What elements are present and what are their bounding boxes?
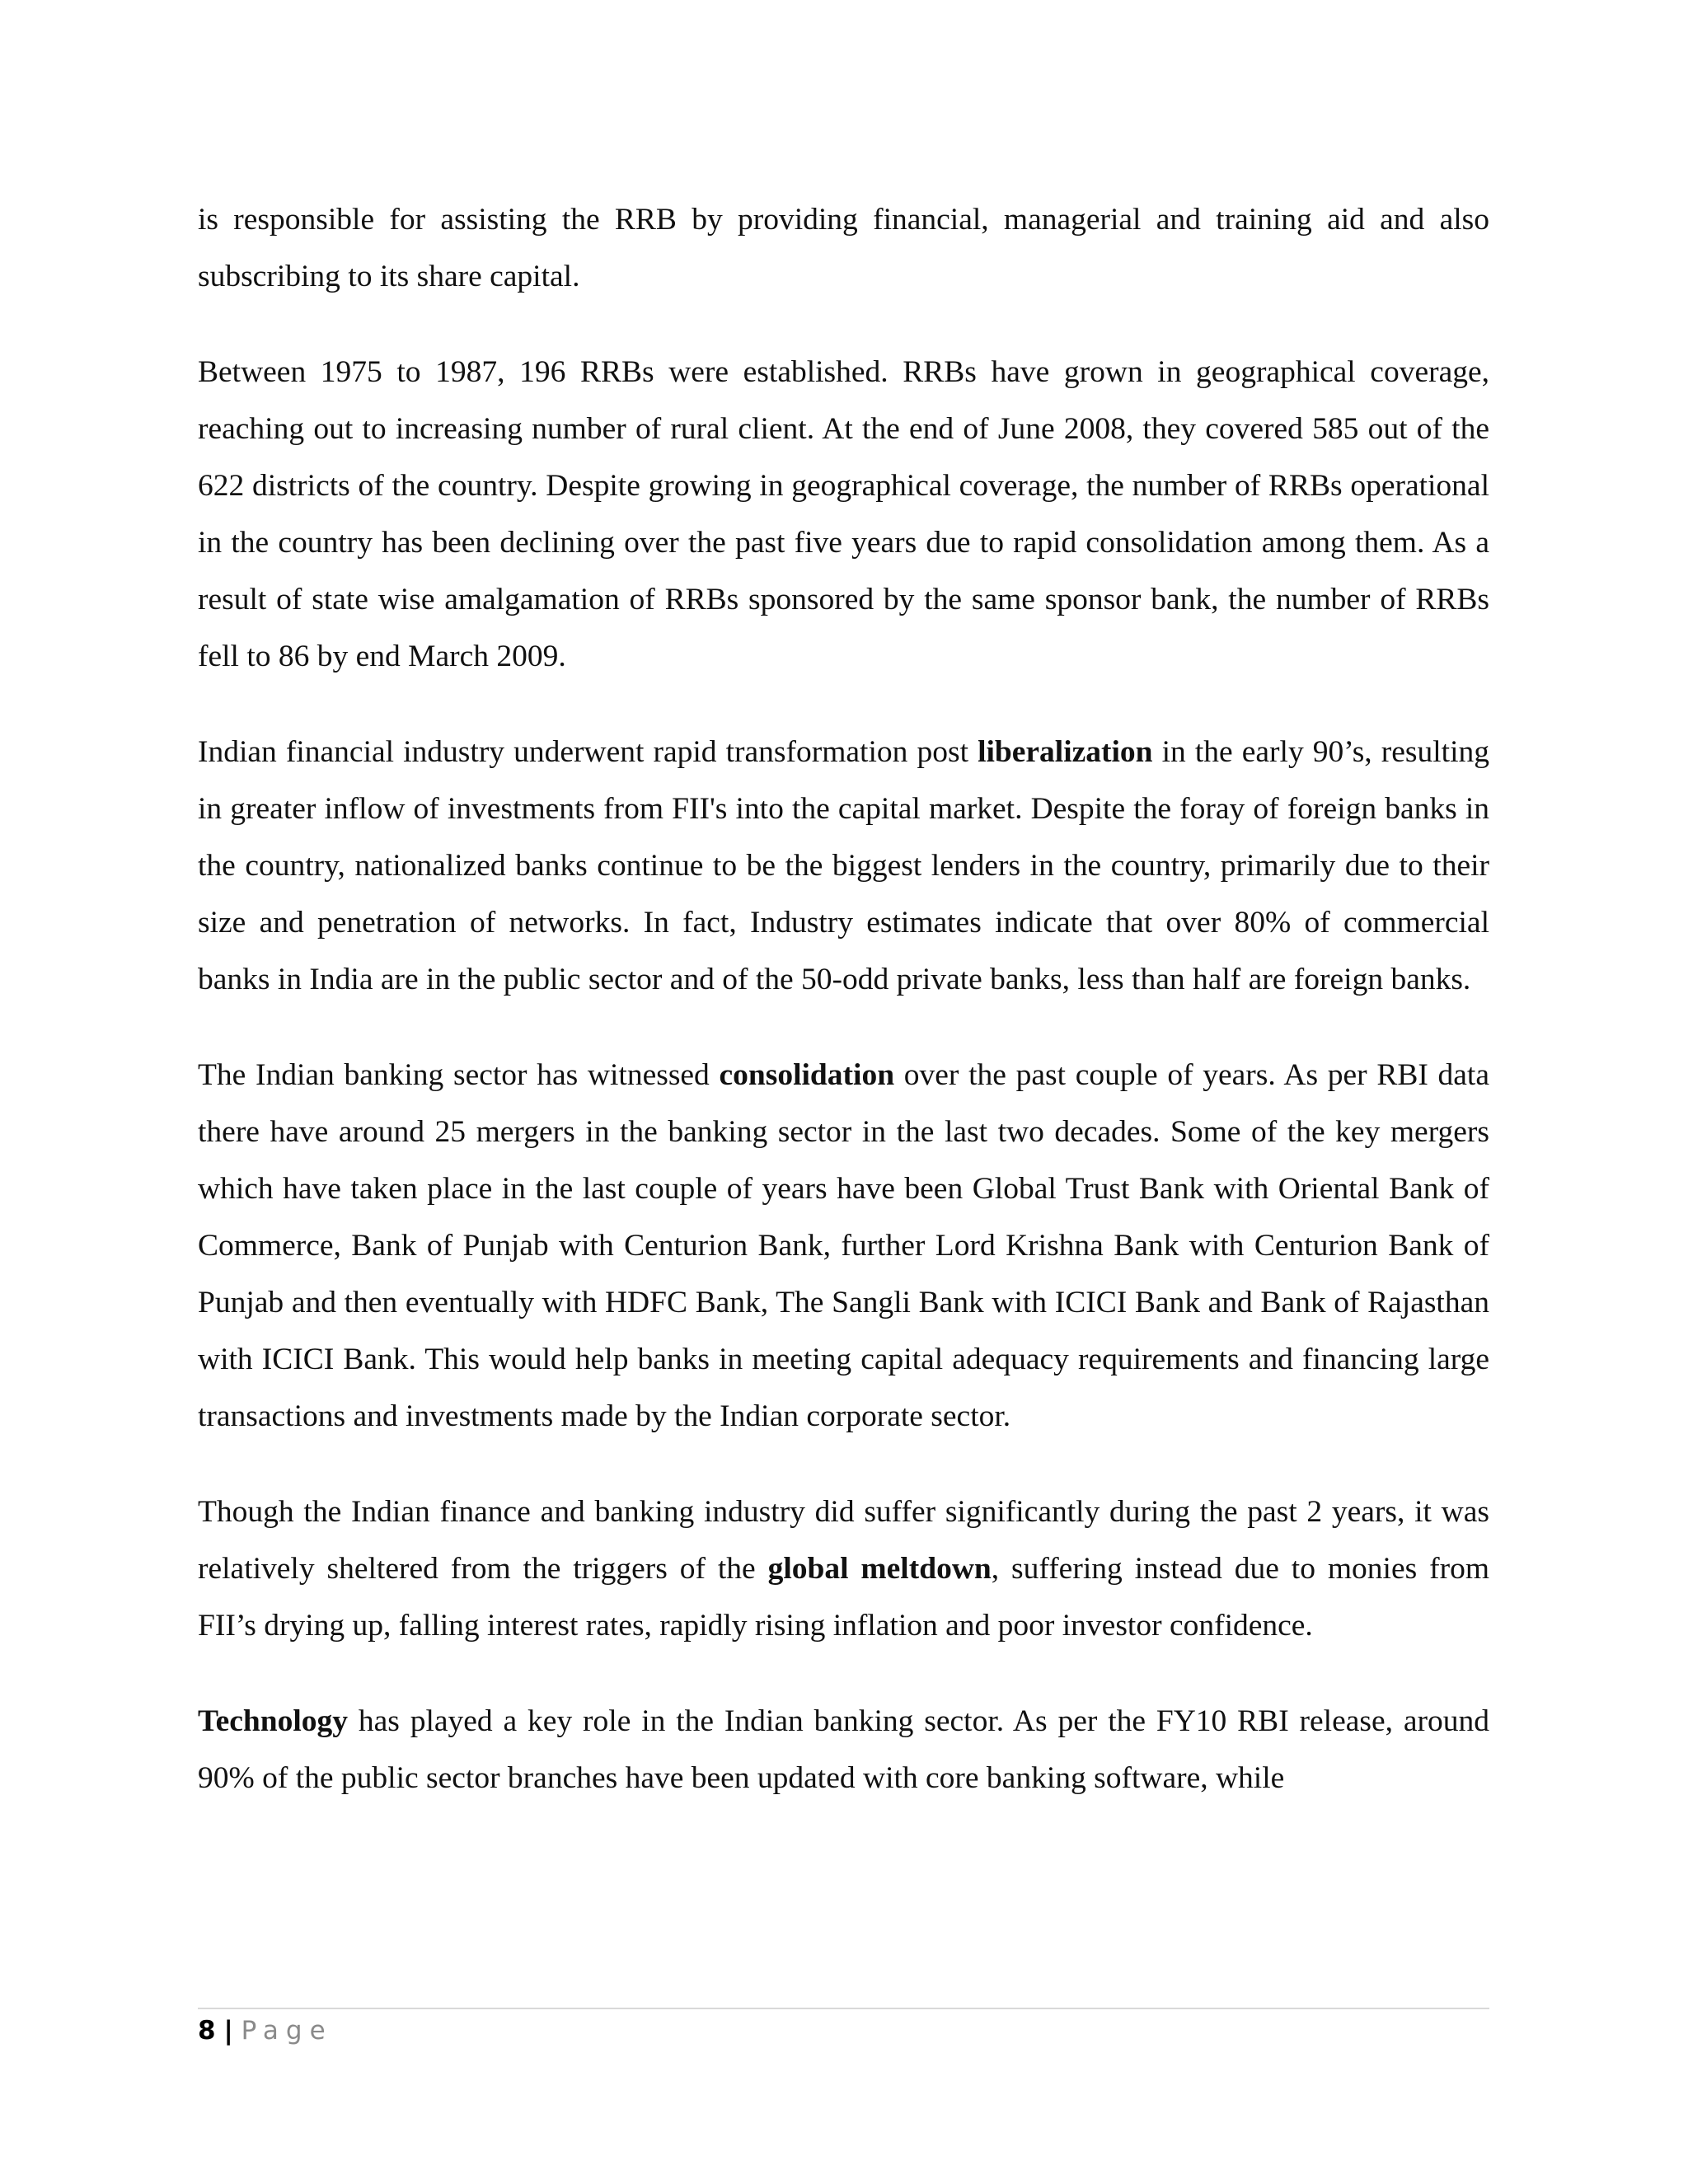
paragraph-consolidation	[198, 1047, 1489, 1445]
paragraph-text: Though the Indian finance and banking industry did suffer significantly during the past 2 years, it was relatively sheltered from the triggers of the	[198, 1495, 1489, 1586]
paragraph-text: has played a key role in the Indian banking sector. As per the FY10 RBI release, around 90% of the public sector branches have been updated with core banking software, while	[198, 1704, 1489, 1795]
footer-separator: |	[223, 2016, 233, 2046]
bold-term-technology: Technology	[198, 1704, 348, 1738]
bold-term-global-meltdown: global meltdown	[767, 1552, 992, 1586]
bold-term-liberalization: liberalization	[978, 735, 1153, 769]
paragraph-rrb-growth	[198, 344, 1489, 685]
page-label: Page	[241, 2016, 333, 2046]
page-footer	[198, 2013, 333, 2049]
bold-term-consolidation: consolidation	[719, 1058, 895, 1092]
paragraph-text: The Indian banking sector has witnessed	[198, 1058, 720, 1092]
paragraph-liberalization	[198, 724, 1489, 1008]
page-number: 8	[198, 2016, 216, 2046]
paragraph-text: is responsible for assisting the RRB by providing financial, managerial and training aid and also subscribing to its share capital.	[198, 203, 1489, 293]
paragraph-text: Indian financial industry underwent rapid transformation post	[198, 735, 978, 769]
paragraph-rrb-support	[198, 191, 1489, 305]
paragraph-text: , suffering instead due to monies from FII’s drying up, falling interest rates, rapidly rising inflation and poor investor confidence.	[198, 1552, 1489, 1643]
paragraph-text: Between 1975 to 1987, 196 RRBs were established. RRBs have grown in geographical coverage, reaching out to increasing number of rural client. At the end of June 2008, they covered 585 out of the 622 districts of the country. Despite growing in geographical coverage, the number of RRBs operational in the country has been declining over the past five years due to rapid consolidation among them. As a result of state wise amalgamation of RRBs sponsored by the same sponsor bank, the number of RRBs fell to 86 by end March 2009.	[198, 355, 1489, 673]
body-text	[198, 191, 1489, 1845]
paragraph-text: over the past couple of years. As per RBI data there have around 25 mergers in the banking sector in the last two decades. Some of the key mergers which have taken place in the last couple of years have been Global Trust Bank with Oriental Bank of Commerce, Bank of Punjab with Centurion Bank, further Lord Krishna Bank with Centurion Bank of Punjab and then eventually with HDFC Bank, The Sangli Bank with ICICI Bank and Bank of Rajasthan with ICICI Bank. This would help banks in meeting capital adequacy requirements and financing large transactions and investments made by the Indian corporate sector.	[198, 1058, 1489, 1433]
paragraph-global-meltdown	[198, 1483, 1489, 1654]
paragraph-text: in the early 90’s, resulting in greater inflow of investments from FII's into the capital market. Despite the foray of foreign banks in the country, nationalized banks continue to be the biggest lenders in the country, primarily due to their size and penetration of networks. In fact, Industry estimates indicate that over 80% of commercial banks in India are in the public sector and of the 50-odd private banks, less than half are foreign banks.	[198, 735, 1489, 996]
footer-divider	[198, 2008, 1489, 2009]
paragraph-technology	[198, 1693, 1489, 1807]
